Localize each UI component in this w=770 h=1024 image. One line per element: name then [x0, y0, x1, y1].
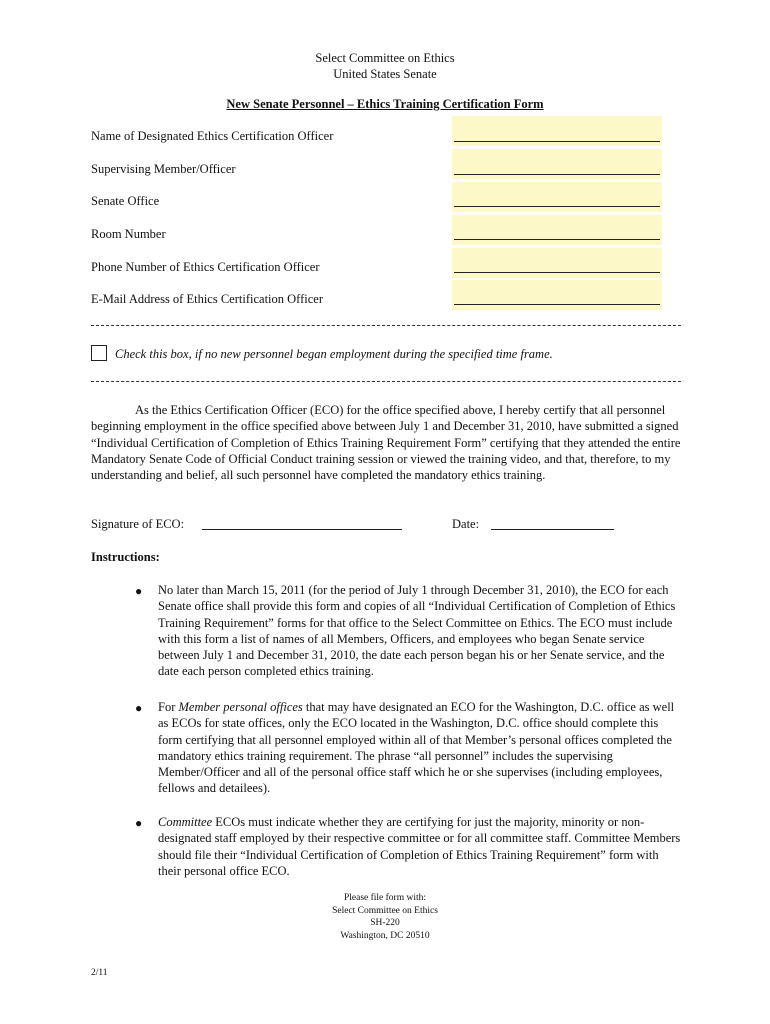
filing-line-2: Select Committee on Ethics	[332, 905, 438, 916]
instruction-item-2-text: that may have designated an ECO for the Washington, D.C. office as well as ECOs for state offices, only the ECO located in the Washington, D.C. office should complete this form certifying that all personnel employed within all of that Member’s personal offices completed the mandatory ethics training requirement. The phrase “all personnel” includes the supervising Member/Officer and all of the personal office staff which he or she supervises (including employees, fellows and detailees).	[158, 700, 675, 796]
phone-number-label: Phone Number of Ethics Certification Officer	[91, 260, 320, 274]
room-number-field[interactable]	[452, 215, 662, 245]
senate-office-label: Senate Office	[91, 194, 160, 208]
committee-header	[0, 50, 770, 82]
committee-name: Select Committee on Ethics	[315, 51, 455, 65]
room-number-line	[454, 239, 660, 240]
date-field[interactable]	[491, 529, 614, 530]
phone-number-field[interactable]	[452, 248, 662, 278]
phone-number-line	[454, 272, 660, 273]
divider-top	[91, 325, 681, 326]
instruction-item-2-emphasis: Member personal offices	[178, 700, 303, 714]
supervising-member-line	[454, 174, 660, 175]
instruction-item-2-prefix: For	[158, 700, 179, 714]
filing-line-4: Washington, DC 20510	[340, 930, 430, 941]
senate-office-line	[454, 206, 660, 207]
room-number-label: Room Number	[91, 227, 166, 241]
email-field[interactable]	[452, 280, 662, 310]
senate-name: United States Senate	[333, 67, 437, 81]
instruction-item-3	[158, 814, 684, 879]
email-label: E-Mail Address of Ethics Certification Officer	[91, 292, 323, 306]
bullet-icon: ●	[135, 816, 143, 830]
instruction-item-1: No later than March 15, 2011 (for the period of July 1 through December 31, 2010), the ECO for each Senate office shall provide this form and copies of all “Individual Certification of Completion of Ethics Training Requirement” forms for that office to the Select Committee on Ethics. The ECO must include with this form a list of names of all Members, Officers, and employees who began Senate service between July 1 and December 31, 2010, the date each person began his or her Senate service, and the date each person completed ethics training.	[158, 583, 676, 679]
filing-address	[0, 892, 770, 942]
divider-bottom	[91, 381, 681, 382]
filing-line-1: Please file form with:	[343, 893, 427, 903]
signature-label: Signature of ECO:	[91, 517, 185, 531]
no-new-personnel-label: Check this box, if no new personnel began employment during the specified time frame.	[115, 347, 553, 361]
senate-office-field[interactable]	[452, 182, 662, 212]
no-new-personnel-checkbox[interactable]	[91, 345, 107, 361]
form-title: New Senate Personnel – Ethics Training Certification Form	[226, 97, 544, 111]
form-version: 2/11	[91, 968, 108, 978]
bullet-icon: ●	[135, 701, 143, 715]
instruction-item-3-emphasis: Committee	[158, 815, 213, 829]
date-label: Date:	[452, 517, 480, 531]
eco-name-label: Name of Designated Ethics Certification Officer	[91, 129, 334, 143]
email-line	[454, 304, 660, 305]
bullet-icon: ●	[135, 584, 143, 598]
instruction-item-3-text: ECOs must indicate whether they are certifying for just the majority, minority or non-designated staff employed by their respective committee or for all committee staff. Committee Members should file their “Individual Certification of Completion of Ethics Training Requirement” form with their personal office ECO.	[158, 815, 681, 878]
instructions-heading: Instructions:	[91, 550, 160, 564]
eco-name-line	[454, 141, 660, 142]
supervising-member-label: Supervising Member/Officer	[91, 162, 236, 176]
signature-field[interactable]	[202, 529, 402, 530]
instruction-item-2	[158, 699, 684, 797]
filing-line-3: SH-220	[370, 918, 400, 928]
certification-statement: As the Ethics Certification Officer (ECO) for the office specified above, I hereby certify that all personnel beginning employment in the office specified above between July 1 and December 31, 2010, have submitted a signed “Individual Certification of Completion of Ethics Training Requirement Form” certifying that they attended the entire Mandatory Senate Code of Official Conduct training session or viewed the training video, and that, therefore, to my understanding and belief, all such personnel have completed the mandatory ethics training.	[91, 403, 681, 483]
